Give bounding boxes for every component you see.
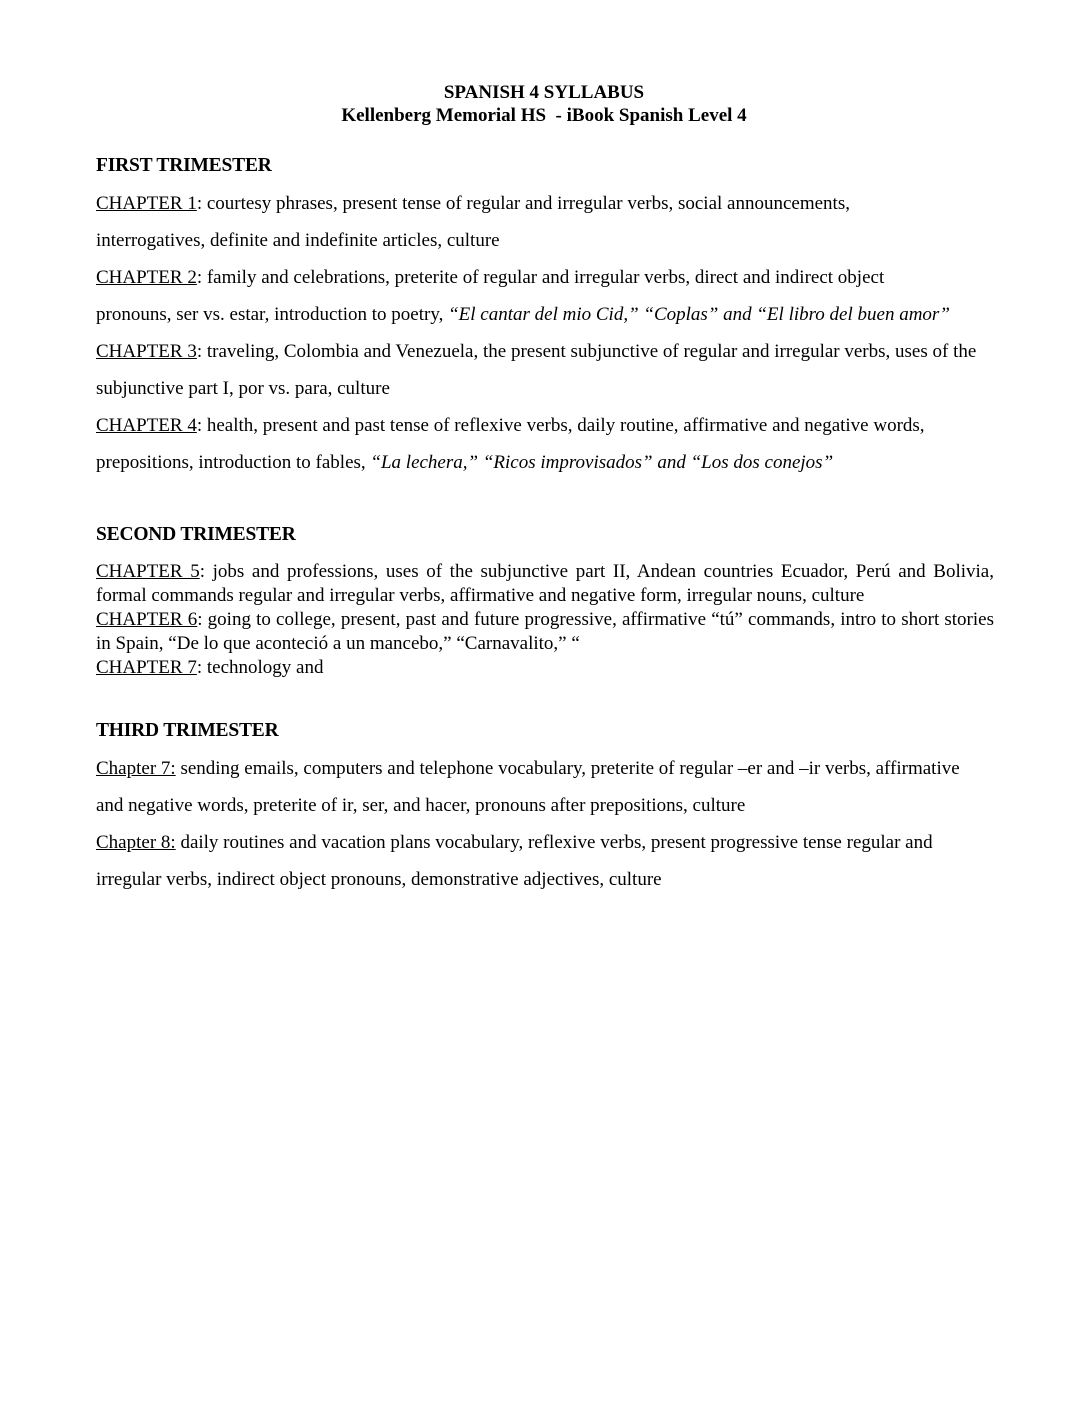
heading-first-trimester: FIRST TRIMESTER <box>96 155 272 176</box>
chapter-4-text: : health, present and past tense of reflexive verbs, daily routine, affirmative and negative words, prepositions, introduction to fables, <box>96 415 925 473</box>
chapter-5-entry <box>96 560 994 608</box>
first-trimester-chapters <box>96 185 977 481</box>
chapter-6-entry <box>96 608 994 656</box>
chapter-1-label: CHAPTER 1 <box>96 193 197 214</box>
second-trimester-chapters <box>96 560 994 680</box>
third-chapter-8-text: daily routines and vacation plans vocabulary, reflexive verbs, present progressive tense regular and irregular verbs, indirect object pronouns, demonstrative adjectives, culture <box>96 832 933 890</box>
chapter-2-text: : family and celebrations, preterite of regular and irregular verbs, direct and indirect object pronouns, ser vs. estar, introduction to poetry, <box>96 267 885 325</box>
chapter-1-entry <box>96 185 961 259</box>
third-chapter-8-label: Chapter 8: <box>96 832 176 853</box>
chapter-3-text: : traveling, Colombia and Venezuela, the present subjunctive of regular and irregular verbs, uses of the subjunctive part I, por vs. para, culture <box>96 341 977 399</box>
chapter-6-text: : going to college, present, past and future progressive, affirmative “tú” commands, intro to short stories in Spain, “De lo que aconteció a un mancebo,” “Carnavalito,” “ <box>96 609 994 654</box>
chapter-1-text: : courtesy phrases, present tense of regular and irregular verbs, social announcements, interrogatives, definite and indefinite articles, culture <box>96 193 850 251</box>
third-chapter-7-entry <box>96 750 981 824</box>
title-line-1: SPANISH 4 SYLLABUS <box>443 82 645 103</box>
chapter-4-entry <box>96 407 996 481</box>
chapter-4-label: CHAPTER 4 <box>96 415 197 436</box>
third-chapter-7-text: sending emails, computers and telephone vocabulary, preterite of regular –er and –ir verbs, affirmative and negative words, preterite of ir, ser, and hacer, pronouns after prepositions, culture <box>96 758 960 816</box>
chapter-2-entry <box>96 259 961 333</box>
third-chapter-7-label: Chapter 7: <box>96 758 176 779</box>
chapter-7-text: : technology and <box>196 657 324 678</box>
chapter-5-text: : jobs and professions, uses of the subjunctive part II, Andean countries Ecuador, Perú and Bolivia, formal commands regular and irregular verbs, affirmative and negative form, irregular nouns, culture <box>96 561 994 606</box>
chapter-2-label: CHAPTER 2 <box>96 267 197 288</box>
title-line-2: Kellenberg Memorial HS - iBook Spanish Level 4 <box>341 105 747 126</box>
chapter-4-readings: “La lechera,” “Ricos improvisados” and “Los dos conejos” <box>370 452 834 473</box>
third-trimester-chapters <box>96 750 981 898</box>
chapter-7-entry <box>96 656 994 680</box>
chapter-6-label: CHAPTER 6 <box>96 609 198 630</box>
document-title <box>0 81 1088 127</box>
chapter-3-label: CHAPTER 3 <box>96 341 197 362</box>
heading-second-trimester: SECOND TRIMESTER <box>96 524 296 545</box>
heading-third-trimester: THIRD TRIMESTER <box>96 720 279 741</box>
chapter-7-label: CHAPTER 7 <box>96 657 197 678</box>
chapter-2-readings: “El cantar del mio Cid,” “Coplas” and “El libro del buen amor” <box>448 304 950 325</box>
chapter-5-label: CHAPTER 5 <box>96 561 200 582</box>
chapter-3-entry <box>96 333 1008 407</box>
third-chapter-8-entry <box>96 824 981 898</box>
